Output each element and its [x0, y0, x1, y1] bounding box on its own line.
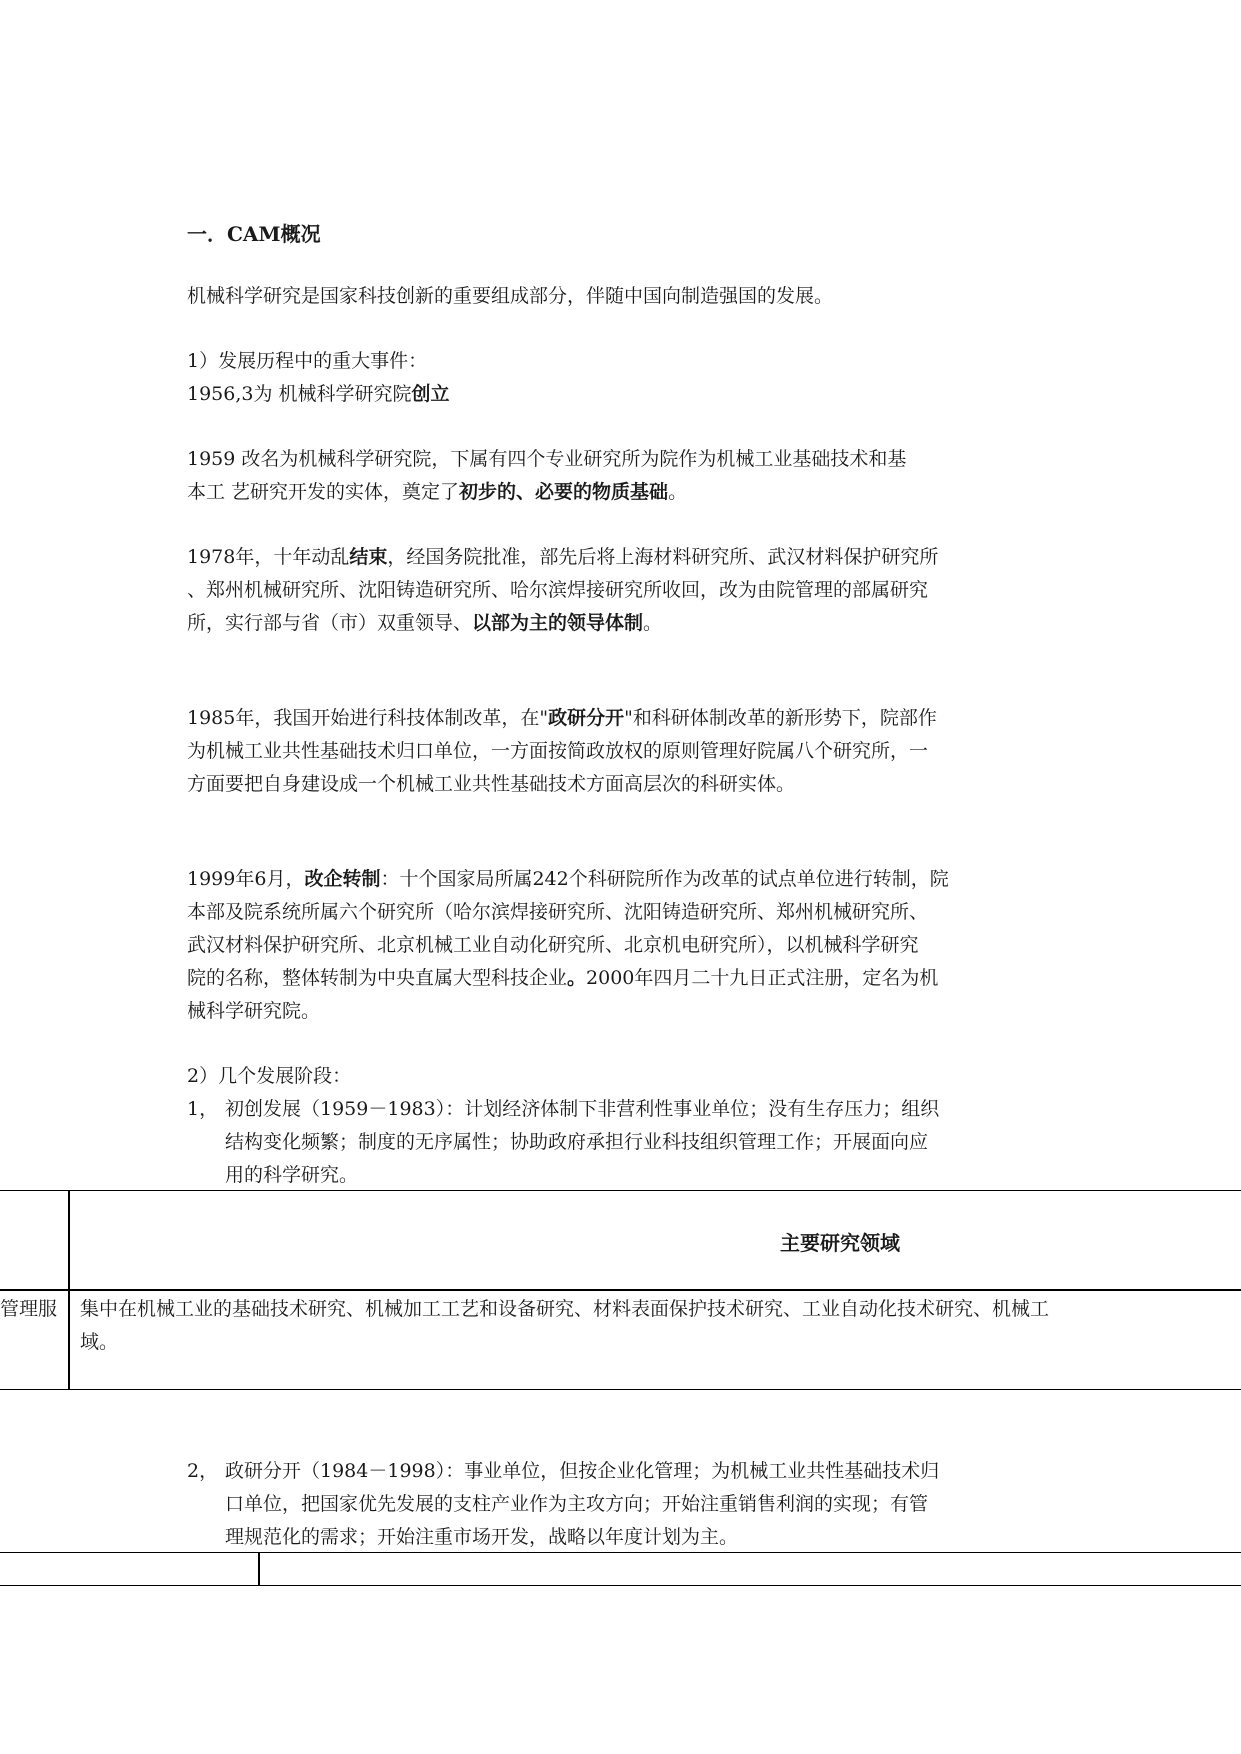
- event-1956: [187, 378, 450, 411]
- event-1956-text: 1956,3为 机械科学研究院: [187, 383, 412, 405]
- event-1985-line2: 为机械工业共性基础技术归口单位，一方面按简政放权的原则管理好院属八个研究所，一: [187, 740, 929, 762]
- event-1978-line3: [187, 607, 662, 640]
- event-1999-line4-bold: 。: [567, 967, 587, 989]
- table-content-line2: 域。: [80, 1331, 119, 1353]
- section-heading: 一．CAM概况: [187, 222, 321, 246]
- event-1985-line1-bold: 政研分开: [548, 707, 625, 729]
- stages-title: 2）几个发展阶段：: [187, 1065, 352, 1087]
- event-1959-line2: [187, 476, 687, 509]
- event-1999-line1-end: ：十个国家局所属242个科研院所作为改革的试点单位进行转制，院: [380, 868, 949, 890]
- event-1978-line1-bold: 结束: [349, 546, 388, 568]
- research-areas-table: [0, 1190, 1241, 1390]
- stage-2-line2: 口单位，把国家优先发展的支柱产业作为主攻方向；开始注重销售利润的实现；有管: [225, 1493, 929, 1515]
- event-1959-line2-end: 。: [668, 481, 688, 503]
- event-1999-line4-text: 院的名称，整体转制为中央直属大型科技企业: [187, 967, 568, 989]
- event-1985-line1-text: 1985年，我国开始进行科技体制改革，在": [187, 707, 549, 729]
- event-1978-line1-text: 1978年，十年动乱: [187, 546, 350, 568]
- event-1959-line2-bold: 初步的、必要的物质基础: [459, 481, 669, 503]
- stage-2-line1: 政研分开（1984－1998）：事业单位，但按企业化管理；为机械工业共性基础技术归: [225, 1460, 940, 1482]
- event-1959-line1: 1959 改名为机械科学研究院，下属有四个专业研究所为院作为机械工业基础技术和基: [187, 448, 907, 470]
- empty-table-row: [0, 1552, 1241, 1586]
- event-1978-line3-text: 所，实行部与省（市）双重领导、: [187, 612, 473, 634]
- event-1978-line1: [187, 541, 938, 574]
- table-content-line1: 集中在机械工业的基础技术研究、机械加工工艺和设备研究、材料表面保护技术研究、工业自动化技术研究、机械工: [80, 1298, 1050, 1320]
- event-1959-line2-text: 本工 艺研究开发的实体，奠定了: [187, 481, 460, 503]
- event-1985-line1: [187, 702, 937, 735]
- stage-2-number: 2，: [187, 1460, 219, 1482]
- stage-1-number: 1，: [187, 1098, 219, 1120]
- event-1999-line5: 械科学研究院。: [187, 1000, 321, 1022]
- event-1999-line4-end: 2000年四月二十九日正式注册，定名为机: [586, 967, 939, 989]
- event-1999-line1-bold: 改企转制: [304, 868, 381, 890]
- stage-1-line2: 结构变化频繁；制度的无序属性；协助政府承担行业科技组织管理工作；开展面向应: [225, 1131, 929, 1153]
- stage-2-line3: 理规范化的需求；开始注重市场开发，战略以年度计划为主。: [225, 1526, 739, 1548]
- event-1956-bold: 创立: [411, 383, 450, 405]
- event-1978-line2: 、郑州机械研究所、沈阳铸造研究所、哈尔滨焊接研究所收回，改为由院管理的部属研究: [187, 579, 929, 601]
- stage-1-line1: 初创发展（1959－1983）：计划经济体制下非营利性事业单位；没有生存压力；组织: [225, 1098, 940, 1120]
- event-1999-line2: 本部及院系统所属六个研究所（哈尔滨焊接研究所、沈阳铸造研究所、郑州机械研究所、: [187, 901, 929, 923]
- stage-1-line3: 用的科学研究。: [225, 1164, 359, 1186]
- event-1999-line1: [187, 863, 949, 896]
- table-content-cell: [80, 1293, 1049, 1359]
- event-1999-line4: [187, 962, 938, 995]
- table-header-research-areas: 主要研究领域: [780, 1231, 900, 1255]
- event-1999-line1-text: 1999年6月，: [187, 868, 305, 890]
- event-1985-line1-end: "和科研体制改革的新形势下，院部作: [624, 707, 937, 729]
- intro-paragraph: 机械科学研究是国家科技创新的重要组成部分，伴随中国向制造强国的发展。: [187, 285, 834, 307]
- event-1999-line3: 武汉材料保护研究所、北京机械工业自动化研究所、北京机电研究所），以机械科学研究: [187, 934, 919, 956]
- event-1985-line3: 方面要把自身建设成一个机械工业共性基础技术方面高层次的科研实体。: [187, 773, 796, 795]
- event-1978-line3-bold: 以部为主的领导体制: [472, 612, 644, 634]
- event-1978-line1-end: ，经国务院批准，部先后将上海材料研究所、武汉材料保护研究所: [387, 546, 939, 568]
- table-row-divider: [0, 1289, 1241, 1291]
- event-1978-line3-end: 。: [643, 612, 663, 634]
- events-title: 1）发展历程中的重大事件：: [187, 350, 428, 372]
- table-left-cell: 管理服: [0, 1298, 58, 1320]
- empty-table-column-divider: [258, 1553, 260, 1585]
